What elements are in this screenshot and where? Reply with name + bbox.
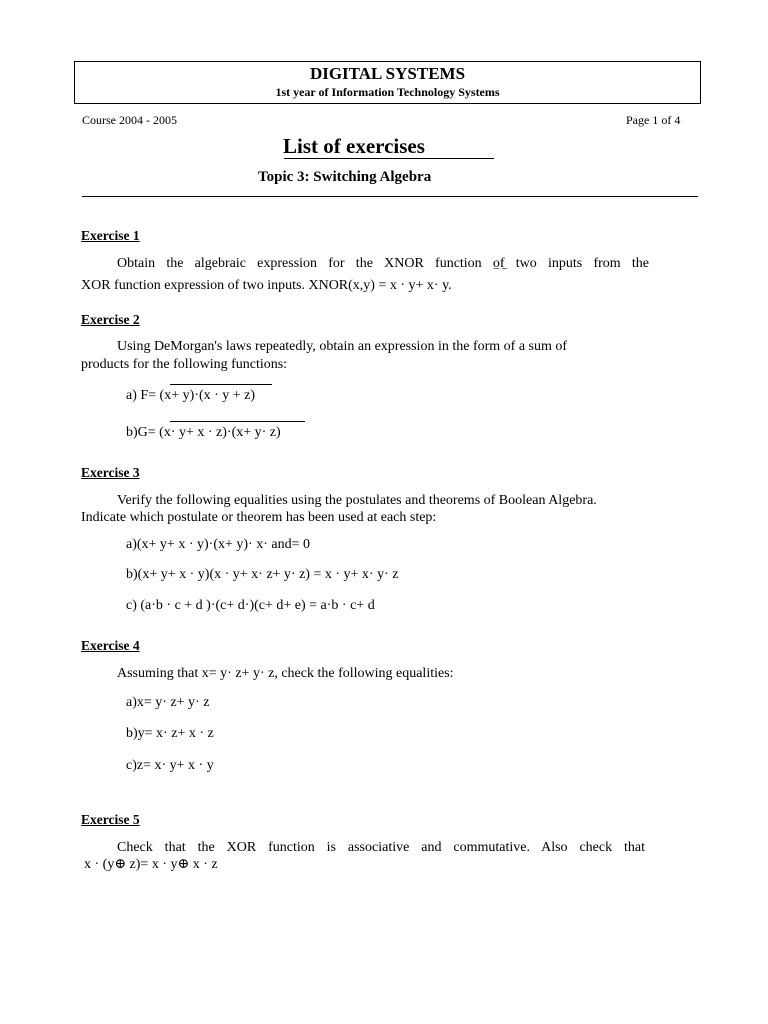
document-title: List of exercises <box>283 134 425 158</box>
course-subtitle: 1st year of Information Technology Systems <box>275 85 500 99</box>
exercise-4-item-c: c)z= x· y+ x · y <box>126 758 214 773</box>
exercise-2-item-b: b)G= (x· y+ x · z)·(x+ y· z) <box>126 425 281 440</box>
exercise-2-line-1: Using DeMorgan's laws repeatedly, obtain an expression in the form of a sum of <box>117 339 568 354</box>
overbar-line <box>170 384 272 385</box>
exercise-3-line-2: Indicate which postulate or theorem has been used at each step: <box>81 510 437 525</box>
title-divider <box>82 196 698 197</box>
overbar-line <box>170 421 305 422</box>
exercise-4-heading: Exercise 4 <box>81 638 140 653</box>
topic-title: Topic 3: Switching Algebra <box>258 169 432 185</box>
exercise-3-heading: Exercise 3 <box>81 465 140 480</box>
exercise-1-line-1: Obtain the algebraic expression for the XNOR function of two inputs from the <box>117 256 649 271</box>
exercise-3-line-1: Verify the following equalities using the postulates and theorems of Boolean Algebra. <box>117 493 597 508</box>
course-title: DIGITAL SYSTEMS <box>309 64 466 83</box>
course-header-box <box>74 61 701 104</box>
exercise-2-line-2: products for the following functions: <box>81 357 288 372</box>
exercise-3-item-b: b)(x+ y+ x · y)(x · y+ x· z+ y· z) = x · y+ x· y· z <box>126 567 399 582</box>
course-year: Course 2004 - 2005 <box>82 113 177 127</box>
exercise-5-heading: Exercise 5 <box>81 812 140 827</box>
exercise-2-item-a: a) F= (x+ y)·(x · y + z) <box>126 388 256 403</box>
exercise-4-line-1: Assuming that x= y· z+ y· z, check the following equalities: <box>117 666 454 681</box>
title-underline <box>284 158 494 159</box>
exercise-1-line-2: XOR function expression of two inputs. XNOR(x,y) = x · y+ x· y. <box>81 278 452 293</box>
exercise-4-item-a: a)x= y· z+ y· z <box>126 695 210 710</box>
exercise-3-item-c: c) (a·b · c + d )·(c+ d·)(c+ d+ e) = a·b · c+ d <box>126 598 375 613</box>
overbar-mark: ‾ ‾ <box>494 268 507 283</box>
exercise-5-line-1: Check that the XOR function is associative and commutative. Also check that <box>117 840 645 855</box>
exercise-4-item-b: b)y= x· z+ x · z <box>126 726 214 741</box>
exercise-1-heading: Exercise 1 <box>81 228 140 243</box>
page-number: Page 1 of 4 <box>626 113 681 127</box>
exercise-2-heading: Exercise 2 <box>81 312 140 327</box>
exercise-5-line-2: x · (y⊕ z)= x · y⊕ x · z <box>84 857 218 872</box>
exercise-3-item-a: a)(x+ y+ x · y)·(x+ y)· x· and= 0 <box>126 537 310 552</box>
